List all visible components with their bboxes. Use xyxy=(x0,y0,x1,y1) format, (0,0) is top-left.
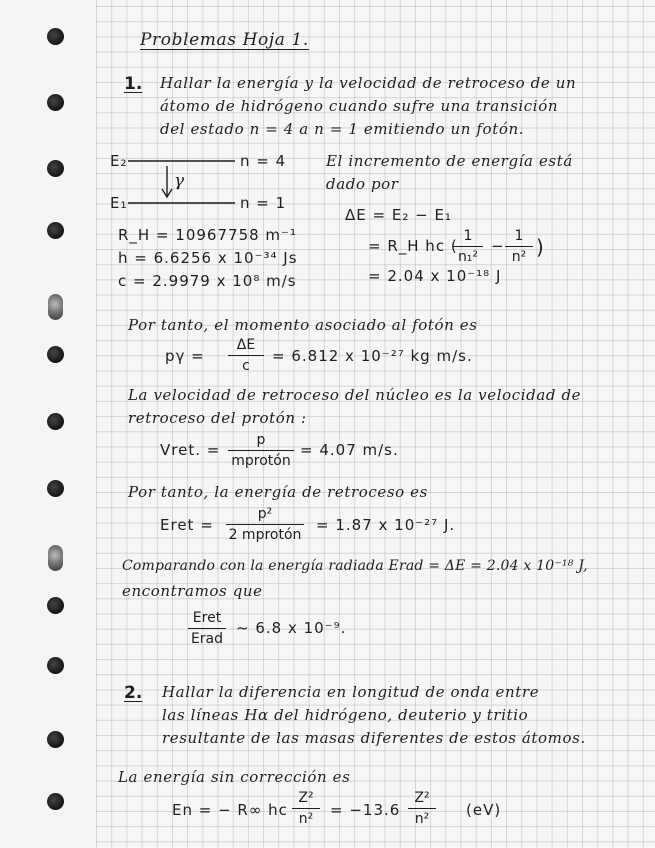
uncorrected-intro: La energía sin corrección es xyxy=(118,768,351,786)
velocity-fraction xyxy=(228,432,294,469)
energy-ratio-result: ~ 6.8 x 10⁻⁹. xyxy=(236,619,347,637)
z-squared-over-n-squared xyxy=(292,790,320,827)
fraction-1-over-n-squared xyxy=(505,228,533,265)
uncorrected-mid: = −13.6 xyxy=(330,801,401,819)
increment-text-1: El incremento de energía está xyxy=(326,152,573,170)
momentum-result: = 6.812 x 10⁻²⁷ kg m/s. xyxy=(272,347,473,365)
level-e2-label: E₂ xyxy=(110,152,128,170)
constant-light-speed: c = 2.9979 x 10⁸ m/s xyxy=(118,272,297,290)
uncorrected-lhs: En = − R∞ hc xyxy=(172,801,288,819)
velocity-text-2: retroceso del protón : xyxy=(128,409,307,427)
fraction-numerator: Z² xyxy=(298,790,314,806)
problem-1-number: 1. xyxy=(124,74,143,94)
fraction-bar xyxy=(505,246,533,247)
fraction-numerator: Z² xyxy=(414,790,430,806)
fraction-numerator: Eret xyxy=(192,610,222,626)
problem-1-line-3: del estado n = 4 a n = 1 emitiendo un fotón. xyxy=(160,120,525,138)
fraction-denominator: Erad xyxy=(190,631,224,647)
problem-1-line-2: átomo de hidrógeno cuando sufre una transición xyxy=(160,97,559,115)
level-n4-label: n = 4 xyxy=(240,152,287,170)
increment-text-2: dado por xyxy=(326,175,399,193)
fraction-bar xyxy=(188,628,226,629)
z-squared-over-n-squared-2 xyxy=(408,790,436,827)
problem-2-number: 2. xyxy=(124,683,143,703)
fraction-denominator: 2 mprotón xyxy=(228,527,302,543)
fraction-denominator: n² xyxy=(298,811,314,827)
velocity-lhs: Vret. = xyxy=(160,441,221,459)
compare-text-1: Comparando con la energía radiada Erad = ΔE = 2.04 x 10⁻¹⁸ J, xyxy=(122,558,588,574)
velocity-result: = 4.07 m/s. xyxy=(300,441,399,459)
closing-parenthesis: ) xyxy=(536,235,545,259)
energy-unit: (eV) xyxy=(466,801,502,819)
fraction-denominator: mprotón xyxy=(231,453,291,469)
fraction-numerator: ΔE xyxy=(236,337,256,353)
problem-2-line-1: Hallar la diferencia en longitud de onda entre xyxy=(162,683,540,701)
fraction-denominator: n₁² xyxy=(457,249,479,265)
energy-intro: Por tanto, la energía de retroceso es xyxy=(128,483,428,501)
fraction-numerator: p xyxy=(256,432,266,448)
fraction-1-over-n1-squared xyxy=(453,228,483,265)
level-n1-label: n = 1 xyxy=(240,194,287,212)
recoil-energy-lhs: Eret = xyxy=(160,516,214,534)
fraction-numerator: 1 xyxy=(463,228,473,244)
problem-2-line-2: las líneas Hα del hidrógeno, deuterio y tritio xyxy=(162,706,529,724)
fraction-bar xyxy=(453,246,483,247)
constant-rydberg: R_H = 10967758 m⁻¹ xyxy=(118,226,297,244)
rydberg-expression-prefix: = R_H hc ( xyxy=(368,237,458,255)
energy-result: = 2.04 x 10⁻¹⁸ J xyxy=(368,267,502,285)
constant-planck: h = 6.6256 x 10⁻³⁴ Js xyxy=(118,249,298,267)
energy-ratio-fraction xyxy=(188,610,226,647)
momentum-intro: Por tanto, el momento asociado al fotón es xyxy=(128,316,478,334)
compare-text-2: encontramos que xyxy=(122,582,263,600)
fraction-bar xyxy=(228,355,264,356)
velocity-text-1: La velocidad de retroceso del núcleo es la velocidad de xyxy=(128,386,582,404)
fraction-numerator: 1 xyxy=(514,228,524,244)
problem-2-line-3: resultante de las masas diferentes de estos átomos. xyxy=(162,729,586,747)
minus-sign: − xyxy=(491,237,505,255)
problem-1-line-1: Hallar la energía y la velocidad de retroceso de un xyxy=(160,74,577,92)
recoil-energy-result: = 1.87 x 10⁻²⁷ J. xyxy=(316,516,456,534)
momentum-lhs: pγ = xyxy=(165,347,205,365)
fraction-bar xyxy=(228,450,294,451)
page-title: Problemas Hoja 1. xyxy=(140,30,309,50)
fraction-numerator: p² xyxy=(257,506,273,522)
level-e1-label: E₁ xyxy=(110,194,128,212)
fraction-bar xyxy=(292,808,320,809)
momentum-fraction xyxy=(228,337,264,374)
fraction-denominator: n² xyxy=(511,249,527,265)
fraction-bar xyxy=(226,524,304,525)
fraction-bar xyxy=(408,808,436,809)
photon-symbol: γ xyxy=(174,171,185,191)
delta-e-equation: ΔE = E₂ − E₁ xyxy=(345,206,452,224)
fraction-denominator: c xyxy=(242,358,250,374)
fraction-denominator: n² xyxy=(414,811,430,827)
recoil-energy-fraction xyxy=(226,506,304,543)
